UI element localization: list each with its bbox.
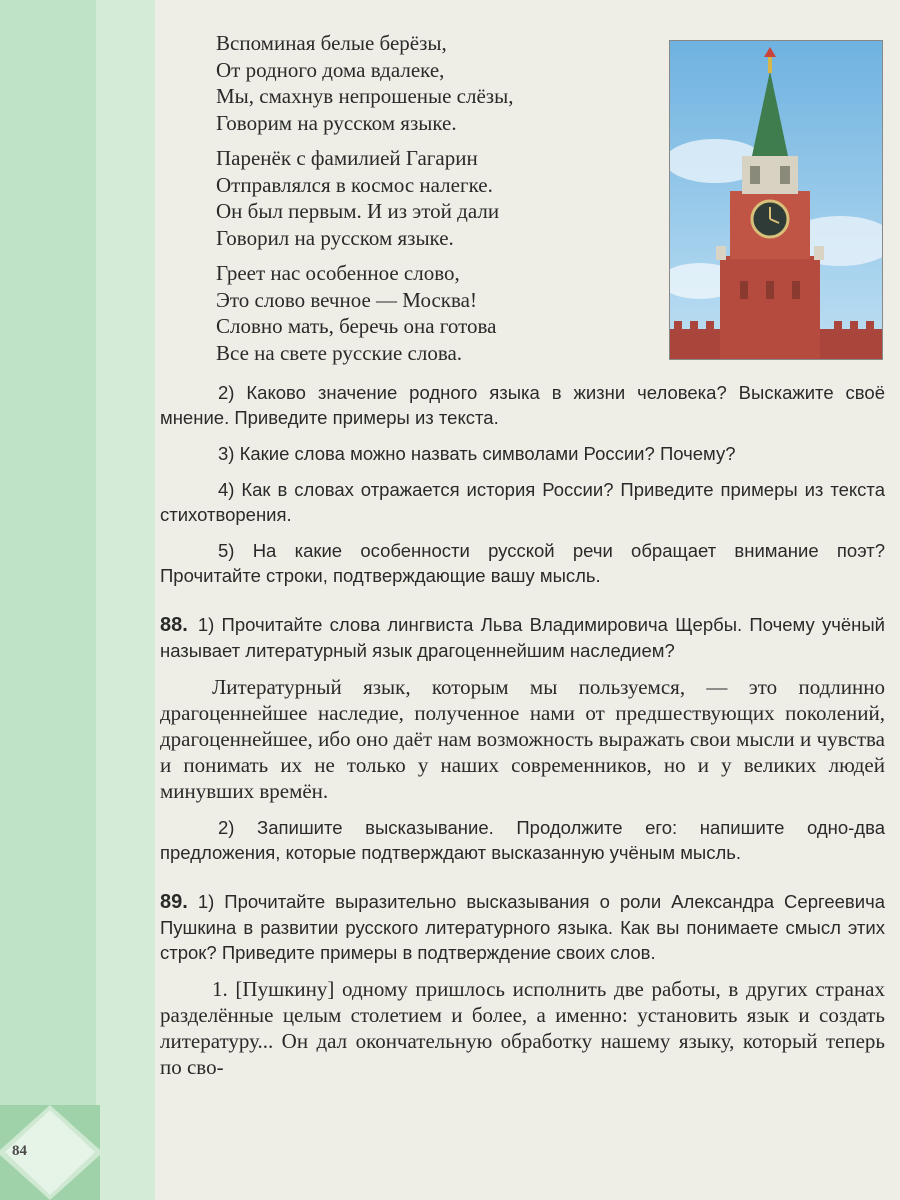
question-87-3: 3) Какие слова можно назвать символами России? Почему?: [218, 443, 736, 464]
poem-line: Все на свете русские слова.: [216, 340, 463, 365]
poem: [216, 30, 656, 366]
poem-line: Отправлялся в космос налегке.: [216, 172, 493, 197]
poem-line: Словно мать, беречь она готова: [216, 314, 497, 338]
question-87-4: 4) Как в словах отражается история России? Приведите примеры из текста стихотворения.: [160, 479, 885, 525]
margin-strip-inner: [96, 0, 155, 1200]
poem-line: Он был первым. И из этой дали: [216, 199, 500, 223]
poem-stanza: [216, 145, 656, 251]
pushkin-quote-1: 1. [Пушкину] одному пришлось исполнить две работы, в других странах разделённые целым столетием и более, а именно: установить язык и создать литературу... Он дал окончательную обработку нашему языку, который теперь по сво-: [160, 977, 885, 1079]
poem-line: Вспоминая белые берёзы,: [216, 31, 447, 55]
poem-line: Говорил на русском языке.: [216, 225, 454, 250]
shcherba-quote: Литературный язык, которым мы пользуемся, — это подлинно драгоценнейшее наследие, полученное нами от предшествующих поколений, драгоценнейшее, ибо оно даёт нам возможность выражать свои мысли и чувства и понимать их не только у наших современников, но и у великих людей минувших времён.: [160, 675, 885, 803]
page-content: [160, 30, 885, 1080]
kremlin-tower-photo: [669, 40, 883, 360]
exercise-number: 88.: [160, 614, 188, 636]
page-number: 84: [12, 1143, 27, 1159]
question-87-5: 5) На какие особенности русской речи обращает внимание поэт? Прочитайте строки, подтверждающие вашу мысль.: [160, 540, 885, 586]
page-margin-strip: [0, 0, 155, 1200]
poem-line: Греет нас особенное слово,: [216, 261, 460, 285]
poem-line: От родного дома вдалеке,: [216, 57, 445, 82]
poem-line: Мы, смахнув непрошеные слёзы,: [216, 84, 514, 108]
poem-line: Говорим на русском языке.: [216, 110, 457, 135]
exercise-88-task-1-text: 1) Прочитайте слова лингвиста Льва Владимировича Щербы. Почему учёный называет литературный язык драгоценнейшим наследием?: [160, 614, 885, 661]
exercise-89-task-1: [160, 889, 885, 965]
exercise-number: 89.: [160, 891, 188, 913]
poem-line: Паренёк с фамилией Гагарин: [216, 146, 478, 170]
question-87-2: 2) Каково значение родного языка в жизни человека? Выскажите своё мнение. Приведите примеры из текста.: [160, 382, 885, 428]
exercise-88-task-1: [160, 612, 885, 663]
poem-line: Это слово вечное — Москва!: [216, 287, 477, 312]
poem-stanza: [216, 260, 656, 366]
exercise-88-task-2: 2) Запишите высказывание. Продолжите его: напишите одно-два предложения, которые подтверждают высказанную учёным мысль.: [160, 817, 885, 863]
poem-stanza: [216, 30, 656, 136]
exercise-89-task-1-text: 1) Прочитайте выразительно высказывания о роли Александра Сергеевича Пушкина в развитии русского литературного языка. Как вы понимаете смысл этих строк? Приведите примеры в подтверждение своих слов.: [160, 891, 885, 963]
